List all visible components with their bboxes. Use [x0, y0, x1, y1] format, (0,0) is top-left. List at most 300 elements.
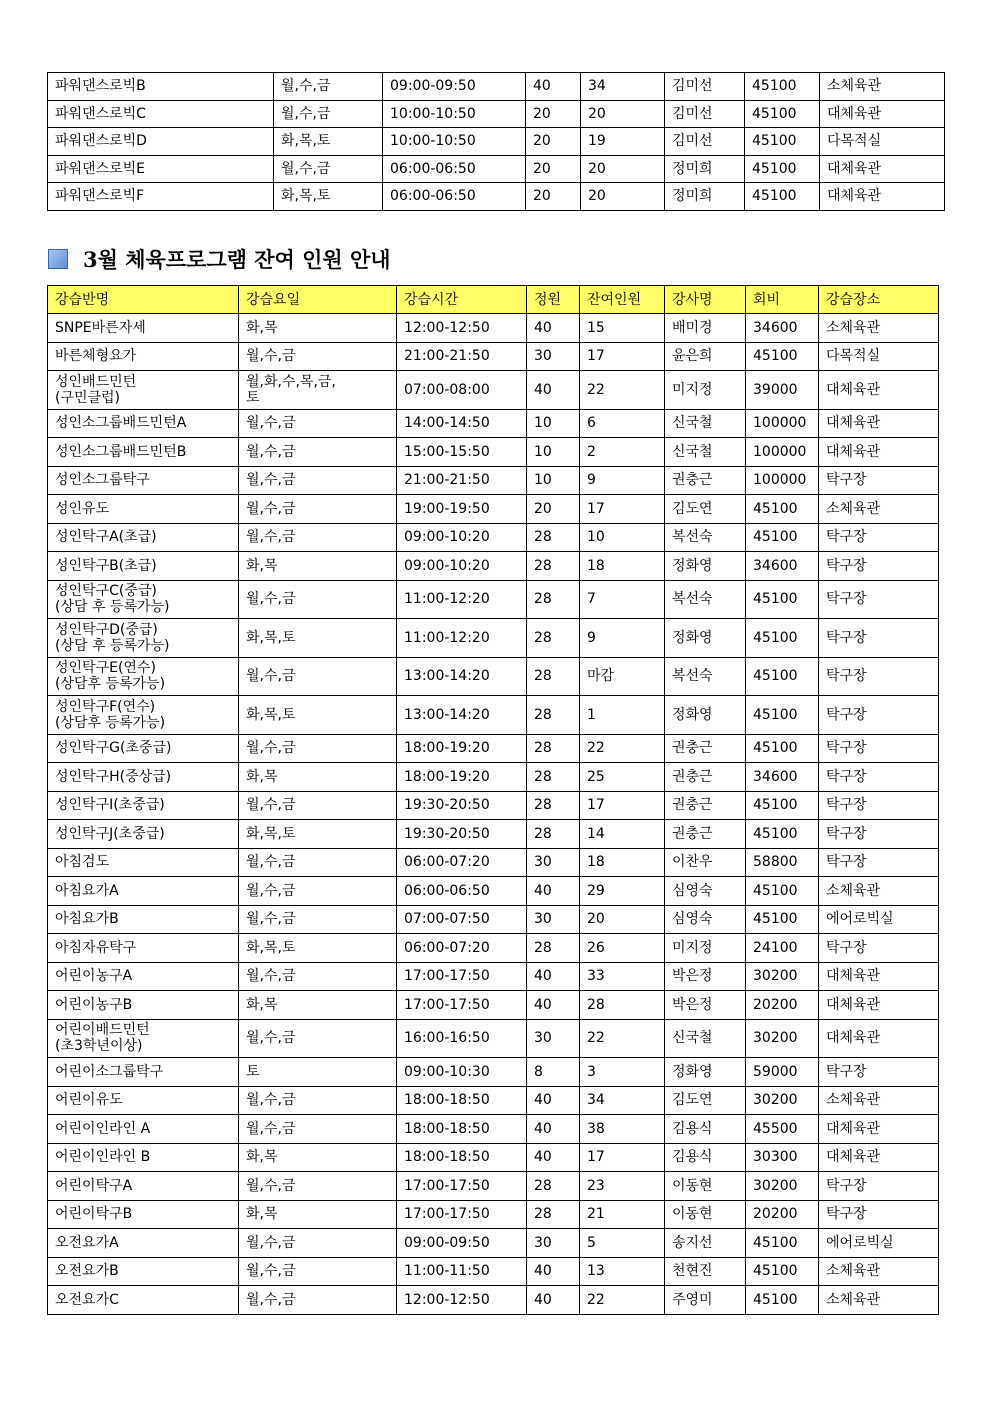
table-row — [48, 552, 939, 581]
cell-location: 대체육관 — [820, 100, 945, 128]
table-row — [48, 495, 939, 524]
cell-line: 성인소그룹배드민턴A — [55, 415, 187, 432]
cell-days — [239, 409, 397, 438]
cell-line: 성인탁구E(연수) — [55, 660, 156, 677]
cell-capacity: 28 — [527, 523, 580, 552]
cell-class-name — [48, 466, 239, 495]
remaining-slots-table — [47, 285, 939, 1315]
cell-line: SNPE바른자세 — [55, 319, 146, 336]
cell-days — [239, 1115, 397, 1144]
cell-days — [239, 991, 397, 1020]
cell-capacity: 30 — [527, 1229, 580, 1258]
continued-program-table — [47, 72, 945, 211]
cell-time: 17:00-17:50 — [397, 991, 527, 1020]
cell-class-name — [48, 1058, 239, 1087]
cell-fee: 30200 — [746, 962, 819, 991]
cell-location: 탁구장 — [819, 763, 939, 792]
table-row — [48, 523, 939, 552]
cell-instructor: 권충근 — [665, 466, 746, 495]
cell-instructor: 김도연 — [665, 495, 746, 524]
cell-time: 18:00-18:50 — [397, 1086, 527, 1115]
cell-location: 에어로빅실 — [819, 905, 939, 934]
cell-line: 어린이소그룹탁구 — [55, 1063, 164, 1080]
cell-days — [239, 1058, 397, 1087]
cell-line: 성인유도 — [55, 500, 110, 517]
table-header-row — [48, 286, 939, 314]
cell-remaining: 18 — [580, 552, 665, 581]
cell-capacity: 28 — [527, 791, 580, 820]
cell-line: 월,수,금 — [246, 797, 296, 814]
cell-remaining: 15 — [580, 314, 665, 343]
cell-line: 아침검도 — [55, 854, 110, 871]
cell-fee: 45500 — [746, 1115, 819, 1144]
cell-location: 다목적실 — [820, 128, 945, 156]
cell-location: 탁구장 — [819, 580, 939, 619]
cell-instructor: 배미경 — [665, 314, 746, 343]
cell-class-name — [48, 820, 239, 849]
cell-fee: 100000 — [746, 466, 819, 495]
cell-location: 탁구장 — [819, 657, 939, 696]
cell-instructor: 정미희 — [665, 183, 745, 211]
cell-line: (상담 후 등록가능) — [55, 637, 170, 654]
cell-remaining: 9 — [580, 466, 665, 495]
cell-line: 어린이탁구B — [55, 1206, 133, 1223]
cell-fee: 45100 — [746, 734, 819, 763]
cell-line: 월,수,금 — [246, 443, 296, 460]
cell-class-name — [48, 580, 239, 619]
cell-time: 13:00-14:20 — [397, 657, 527, 696]
table-row — [48, 734, 939, 763]
cell-fee: 58800 — [746, 848, 819, 877]
cell-line: 화,목 — [246, 768, 278, 785]
cell-instructor: 정화영 — [665, 552, 746, 581]
cell-fee: 30200 — [746, 1172, 819, 1201]
cell-days: 화,목,토 — [274, 128, 383, 156]
cell-time: 12:00-12:50 — [397, 314, 527, 343]
cell-fee: 45100 — [745, 183, 820, 211]
cell-line: 어린이배드민턴 — [55, 1022, 150, 1039]
cell-fee: 20200 — [746, 991, 819, 1020]
cell-class-name — [48, 1115, 239, 1144]
cell-capacity: 40 — [527, 1257, 580, 1286]
cell-fee: 45100 — [745, 155, 820, 183]
table-row — [48, 155, 945, 183]
cell-location: 소체육관 — [820, 73, 945, 101]
cell-instructor: 권충근 — [665, 791, 746, 820]
cell-fee: 24100 — [746, 934, 819, 963]
cell-capacity: 20 — [526, 128, 581, 156]
cell-days — [239, 314, 397, 343]
cell-remaining: 22 — [580, 1019, 665, 1058]
cell-capacity: 20 — [527, 495, 580, 524]
cell-instructor: 미지정 — [665, 934, 746, 963]
cell-line: 어린이인라인 A — [55, 1120, 151, 1137]
cell-days — [239, 734, 397, 763]
cell-location: 탁구장 — [819, 619, 939, 658]
cell-line: 아침자유탁구 — [55, 939, 137, 956]
cell-fee: 34600 — [746, 763, 819, 792]
cell-fee: 45100 — [746, 820, 819, 849]
cell-line: 월,화,수,목,금, — [246, 373, 336, 390]
cell-remaining: 3 — [580, 1058, 665, 1087]
cell-days: 월,수,금 — [274, 73, 383, 101]
cell-line: 월,수,금 — [246, 911, 296, 928]
table-row — [48, 1257, 939, 1286]
cell-capacity: 40 — [527, 371, 580, 410]
cell-time: 06:00-06:50 — [383, 183, 526, 211]
cell-remaining: 1 — [580, 696, 665, 735]
cell-line: 월,수,금 — [246, 1120, 296, 1137]
table-row — [48, 905, 939, 934]
cell-instructor: 이찬우 — [665, 848, 746, 877]
cell-location: 대체육관 — [819, 1115, 939, 1144]
cell-location: 대체육관 — [819, 409, 939, 438]
cell-time: 09:00-09:50 — [383, 73, 526, 101]
cell-time: 18:00-19:20 — [397, 763, 527, 792]
cell-instructor: 박은정 — [665, 962, 746, 991]
cell-class-name: 파워댄스로빅B — [48, 73, 274, 101]
cell-days — [239, 619, 397, 658]
cell-days — [239, 696, 397, 735]
cell-instructor: 신국철 — [665, 438, 746, 467]
table-row — [48, 1200, 939, 1229]
cell-remaining: 23 — [580, 1172, 665, 1201]
cell-line: 화,목 — [246, 557, 278, 574]
cell-instructor: 정화영 — [665, 696, 746, 735]
cell-remaining: 25 — [580, 763, 665, 792]
cell-instructor: 김용식 — [665, 1115, 746, 1144]
table-row — [48, 763, 939, 792]
cell-capacity: 28 — [527, 1200, 580, 1229]
cell-class-name — [48, 1019, 239, 1058]
cell-instructor: 복선숙 — [665, 580, 746, 619]
cell-remaining: 17 — [580, 791, 665, 820]
cell-location: 탁구장 — [819, 552, 939, 581]
cell-days — [239, 934, 397, 963]
cell-time: 12:00-12:50 — [397, 1286, 527, 1315]
table-row — [48, 183, 945, 211]
cell-line: 토 — [246, 389, 260, 406]
cell-remaining: 17 — [580, 495, 665, 524]
cell-line: 어린이유도 — [55, 1092, 123, 1109]
cell-time: 06:00-06:50 — [397, 877, 527, 906]
cell-time: 06:00-07:20 — [397, 848, 527, 877]
table-row — [48, 877, 939, 906]
section-heading — [48, 244, 391, 274]
cell-remaining: 38 — [580, 1115, 665, 1144]
cell-fee: 100000 — [746, 438, 819, 467]
cell-days — [239, 552, 397, 581]
cell-capacity: 40 — [527, 962, 580, 991]
cell-class-name — [48, 1257, 239, 1286]
cell-line: 월,수,금 — [246, 348, 296, 365]
cell-time: 09:00-10:30 — [397, 1058, 527, 1087]
cell-instructor: 심영숙 — [665, 877, 746, 906]
cell-fee: 45100 — [746, 905, 819, 934]
cell-line: (상담후 등록가능) — [55, 676, 166, 693]
cell-instructor: 복선숙 — [665, 657, 746, 696]
cell-fee: 20200 — [746, 1200, 819, 1229]
cell-line: (상담후 등록가능) — [55, 714, 166, 731]
cell-location: 소체육관 — [819, 1286, 939, 1315]
table-row — [48, 934, 939, 963]
cell-time: 17:00-17:50 — [397, 1200, 527, 1229]
cell-capacity: 28 — [527, 696, 580, 735]
cell-line: 아침요가A — [55, 882, 119, 899]
cell-days — [239, 1172, 397, 1201]
cell-fee: 45100 — [746, 342, 819, 371]
cell-days — [239, 1086, 397, 1115]
cell-class-name — [48, 696, 239, 735]
cell-capacity: 28 — [527, 934, 580, 963]
cell-class-name — [48, 877, 239, 906]
cell-line: 화,목,토 — [246, 825, 296, 842]
cell-class-name: 파워댄스로빅D — [48, 128, 274, 156]
cell-fee: 59000 — [746, 1058, 819, 1087]
header-days: 강습요일 — [239, 286, 397, 314]
cell-remaining: 5 — [580, 1229, 665, 1258]
cell-fee: 45100 — [746, 523, 819, 552]
cell-class-name — [48, 1286, 239, 1315]
cell-class-name — [48, 763, 239, 792]
cell-remaining: 13 — [580, 1257, 665, 1286]
cell-remaining: 17 — [580, 342, 665, 371]
cell-fee: 39000 — [746, 371, 819, 410]
cell-location: 대체육관 — [819, 991, 939, 1020]
cell-time: 21:00-21:50 — [397, 342, 527, 371]
cell-class-name — [48, 934, 239, 963]
cell-remaining: 22 — [580, 734, 665, 763]
cell-days — [239, 1200, 397, 1229]
table-row — [48, 409, 939, 438]
cell-remaining: 21 — [580, 1200, 665, 1229]
cell-days — [239, 820, 397, 849]
cell-location: 대체육관 — [819, 962, 939, 991]
cell-class-name — [48, 619, 239, 658]
table-row — [48, 657, 939, 696]
cell-line: 오전요가B — [55, 1263, 119, 1280]
cell-class-name: 파워댄스로빅E — [48, 155, 274, 183]
table-row — [48, 314, 939, 343]
cell-days — [239, 905, 397, 934]
cell-class-name — [48, 438, 239, 467]
cell-fee: 45100 — [746, 1286, 819, 1315]
cell-capacity: 8 — [527, 1058, 580, 1087]
cell-capacity: 30 — [527, 342, 580, 371]
cell-location: 대체육관 — [819, 1019, 939, 1058]
cell-capacity: 28 — [527, 763, 580, 792]
cell-remaining: 34 — [580, 1086, 665, 1115]
cell-fee: 45100 — [746, 495, 819, 524]
cell-location: 탁구장 — [819, 820, 939, 849]
cell-days — [239, 657, 397, 696]
cell-line: 월,수,금 — [246, 472, 296, 489]
cell-days: 월,수,금 — [274, 100, 383, 128]
cell-line: 바른체형요가 — [55, 348, 137, 365]
cell-days — [239, 438, 397, 467]
cell-days — [239, 466, 397, 495]
cell-capacity: 28 — [527, 619, 580, 658]
cell-days — [239, 877, 397, 906]
cell-capacity: 40 — [527, 1115, 580, 1144]
cell-fee: 45100 — [746, 580, 819, 619]
cell-class-name — [48, 371, 239, 410]
cell-days — [239, 791, 397, 820]
cell-time: 15:00-15:50 — [397, 438, 527, 467]
cell-location: 소체육관 — [819, 314, 939, 343]
cell-capacity: 10 — [527, 409, 580, 438]
cell-capacity: 28 — [527, 580, 580, 619]
cell-remaining: 20 — [581, 155, 665, 183]
cell-location: 대체육관 — [820, 155, 945, 183]
cell-line: 화,목,토 — [246, 939, 296, 956]
cell-line: 성인탁구H(중상급) — [55, 768, 172, 785]
table-row — [48, 580, 939, 619]
cell-days: 월,수,금 — [274, 155, 383, 183]
cell-days — [239, 763, 397, 792]
cell-instructor: 정화영 — [665, 619, 746, 658]
header-class-name: 강습반명 — [48, 286, 239, 314]
cell-line: 성인탁구F(연수) — [55, 698, 156, 715]
cell-remaining: 19 — [581, 128, 665, 156]
cell-remaining: 10 — [580, 523, 665, 552]
cell-location: 탁구장 — [819, 1200, 939, 1229]
cell-remaining: 20 — [581, 183, 665, 211]
cell-days — [239, 1286, 397, 1315]
cell-time: 19:00-19:50 — [397, 495, 527, 524]
cell-instructor: 정화영 — [665, 1058, 746, 1087]
cell-class-name — [48, 1172, 239, 1201]
cell-fee: 30200 — [746, 1086, 819, 1115]
cell-location: 탁구장 — [819, 934, 939, 963]
cell-remaining: 18 — [580, 848, 665, 877]
cell-remaining: 26 — [580, 934, 665, 963]
cell-time: 19:30-20:50 — [397, 820, 527, 849]
cell-line: 월,수,금 — [246, 740, 296, 757]
cell-location: 탁구장 — [819, 791, 939, 820]
cell-class-name — [48, 962, 239, 991]
table-row — [48, 820, 939, 849]
cell-line: 월,수,금 — [246, 968, 296, 985]
cell-class-name — [48, 314, 239, 343]
cell-remaining: 34 — [581, 73, 665, 101]
cell-time: 09:00-10:20 — [397, 552, 527, 581]
cell-time: 09:00-10:20 — [397, 523, 527, 552]
cell-time: 14:00-14:50 — [397, 409, 527, 438]
cell-line: 성인탁구G(초중급) — [55, 740, 172, 757]
cell-location: 다목적실 — [819, 342, 939, 371]
cell-time: 18:00-19:20 — [397, 734, 527, 763]
cell-instructor: 천현진 — [665, 1257, 746, 1286]
cell-remaining: 14 — [580, 820, 665, 849]
cell-capacity: 20 — [526, 155, 581, 183]
cell-capacity: 28 — [527, 734, 580, 763]
square-bullet-icon — [48, 249, 68, 269]
cell-line: 성인탁구C(중급) — [55, 583, 157, 600]
cell-location: 탁구장 — [819, 734, 939, 763]
cell-line: (구민클럽) — [55, 389, 121, 406]
cell-class-name — [48, 734, 239, 763]
cell-time: 06:00-07:20 — [397, 934, 527, 963]
table-row — [48, 1143, 939, 1172]
cell-line: 월,수,금 — [246, 668, 296, 685]
cell-remaining: 29 — [580, 877, 665, 906]
table-row — [48, 962, 939, 991]
cell-capacity: 28 — [527, 820, 580, 849]
table-row — [48, 1229, 939, 1258]
cell-instructor: 이동현 — [665, 1200, 746, 1229]
cell-capacity: 20 — [526, 100, 581, 128]
cell-line: 성인배드민턴 — [55, 373, 137, 390]
cell-days — [239, 848, 397, 877]
cell-fee: 45100 — [746, 1257, 819, 1286]
cell-line: 월,수,금 — [246, 500, 296, 517]
cell-days — [239, 342, 397, 371]
table-row — [48, 100, 945, 128]
cell-time: 18:00-18:50 — [397, 1115, 527, 1144]
cell-instructor: 박은정 — [665, 991, 746, 1020]
cell-line: 어린이농구A — [55, 968, 133, 985]
cell-location: 소체육관 — [819, 1086, 939, 1115]
header-fee: 회비 — [746, 286, 819, 314]
cell-remaining: 9 — [580, 619, 665, 658]
cell-time: 07:00-07:50 — [397, 905, 527, 934]
section-title: 3월 체육프로그램 잔여 인원 안내 — [83, 247, 391, 272]
cell-remaining: 2 — [580, 438, 665, 467]
cell-remaining: 22 — [580, 1286, 665, 1315]
table-row — [48, 1086, 939, 1115]
cell-line: 어린이농구B — [55, 996, 133, 1013]
cell-days — [239, 523, 397, 552]
cell-line: 화,목 — [246, 1206, 278, 1223]
cell-time: 19:30-20:50 — [397, 791, 527, 820]
cell-line: 오전요가A — [55, 1234, 119, 1251]
cell-time: 07:00-08:00 — [397, 371, 527, 410]
cell-location: 탁구장 — [819, 466, 939, 495]
cell-line: 성인소그룹배드민턴B — [55, 443, 187, 460]
cell-instructor: 정미희 — [665, 155, 745, 183]
cell-instructor: 복선숙 — [665, 523, 746, 552]
cell-instructor: 김미선 — [665, 100, 745, 128]
cell-class-name — [48, 657, 239, 696]
table-row — [48, 1115, 939, 1144]
cell-capacity: 28 — [527, 1172, 580, 1201]
cell-capacity: 40 — [527, 1086, 580, 1115]
cell-location: 탁구장 — [819, 523, 939, 552]
cell-fee: 45100 — [746, 657, 819, 696]
cell-capacity: 10 — [527, 466, 580, 495]
cell-remaining: 17 — [580, 1143, 665, 1172]
header-location: 강습장소 — [819, 286, 939, 314]
table-row — [48, 438, 939, 467]
cell-location: 탁구장 — [819, 696, 939, 735]
cell-line: 화,목 — [246, 996, 278, 1013]
cell-line: 토 — [246, 1063, 260, 1080]
cell-line: 월,수,금 — [246, 1092, 296, 1109]
cell-fee: 34600 — [746, 552, 819, 581]
cell-time: 10:00-10:50 — [383, 100, 526, 128]
cell-days — [239, 1143, 397, 1172]
cell-time: 11:00-11:50 — [397, 1257, 527, 1286]
table-row — [48, 619, 939, 658]
cell-class-name — [48, 1143, 239, 1172]
cell-location: 대체육관 — [820, 183, 945, 211]
cell-capacity: 20 — [526, 183, 581, 211]
header-instructor: 강사명 — [665, 286, 746, 314]
cell-remaining: 20 — [580, 905, 665, 934]
cell-line: 성인탁구D(중급) — [55, 621, 158, 638]
cell-class-name: 파워댄스로빅C — [48, 100, 274, 128]
